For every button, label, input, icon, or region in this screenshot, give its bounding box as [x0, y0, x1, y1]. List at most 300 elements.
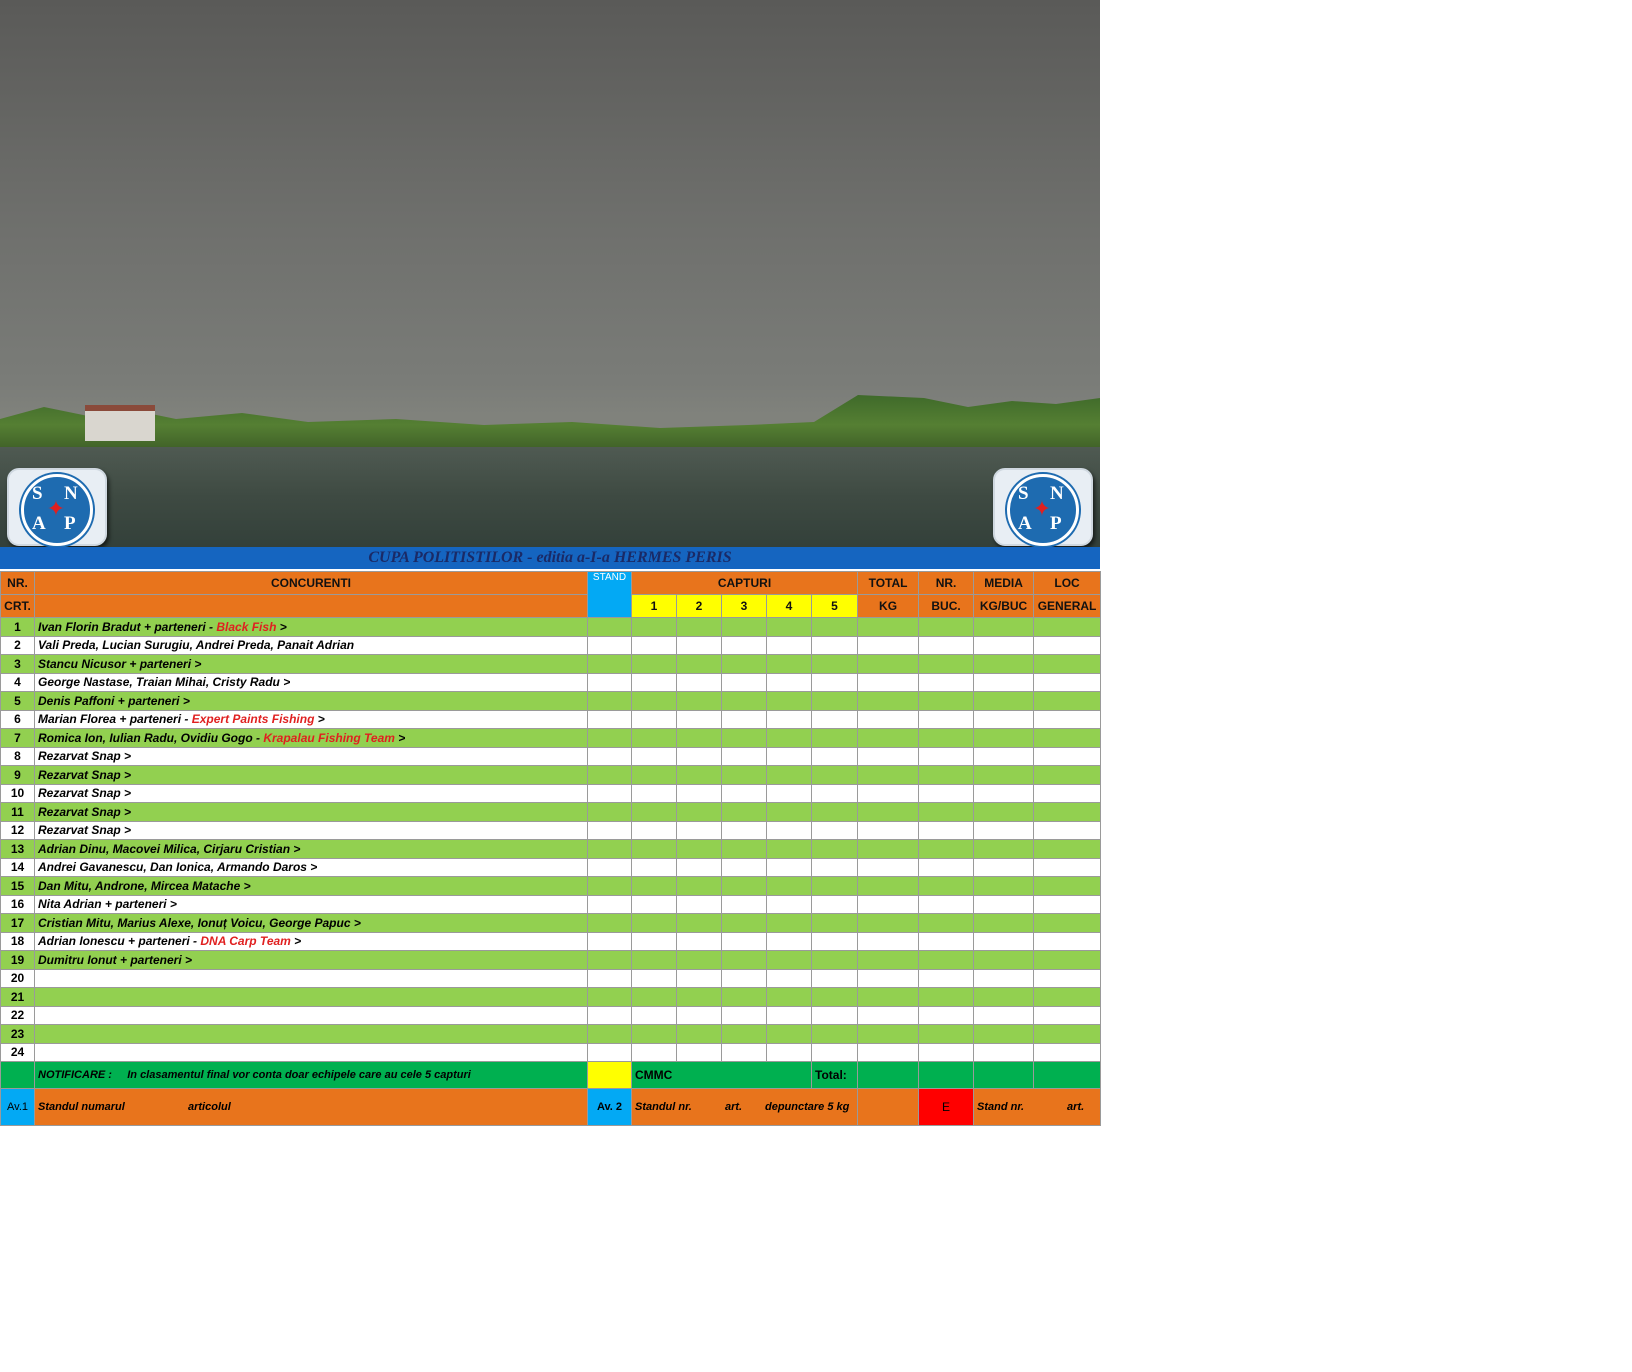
compass-star-icon: ✦: [46, 496, 66, 521]
score-cell[interactable]: [858, 766, 919, 785]
score-cell[interactable]: [588, 636, 632, 655]
score-cell[interactable]: [767, 784, 812, 803]
score-cell[interactable]: [722, 914, 767, 933]
score-cell[interactable]: [588, 932, 632, 951]
score-cell[interactable]: [974, 951, 1034, 970]
score-cell[interactable]: [919, 1043, 974, 1062]
logo-letter: P: [1050, 513, 1062, 534]
score-cell[interactable]: [1034, 766, 1101, 785]
score-cell[interactable]: [919, 877, 974, 896]
nr-buc-header: NR.: [919, 572, 974, 595]
score-cell[interactable]: [767, 821, 812, 840]
score-cell[interactable]: [677, 858, 722, 877]
score-cell[interactable]: [919, 858, 974, 877]
score-cell[interactable]: [767, 858, 812, 877]
score-cell[interactable]: [858, 673, 919, 692]
score-cell[interactable]: [632, 840, 677, 859]
score-cell[interactable]: [677, 951, 722, 970]
score-cell[interactable]: [919, 710, 974, 729]
score-cell[interactable]: [588, 840, 632, 859]
score-cell[interactable]: [677, 747, 722, 766]
score-cell[interactable]: [722, 877, 767, 896]
score-cell[interactable]: [722, 618, 767, 637]
score-cell[interactable]: [677, 914, 722, 933]
score-cell[interactable]: [767, 766, 812, 785]
score-cell[interactable]: [812, 636, 858, 655]
score-cell[interactable]: [632, 858, 677, 877]
score-cell[interactable]: [632, 1025, 677, 1044]
score-cell[interactable]: [974, 840, 1034, 859]
score-cell[interactable]: [974, 969, 1034, 988]
score-cell[interactable]: [974, 766, 1034, 785]
score-cell[interactable]: [722, 895, 767, 914]
score-cell[interactable]: [1034, 969, 1101, 988]
score-cell[interactable]: [1034, 747, 1101, 766]
row-number: 12: [1, 821, 35, 840]
general-header: GENERAL: [1034, 595, 1101, 618]
score-cell[interactable]: [919, 988, 974, 1007]
table-row: [1, 784, 1101, 803]
score-cell[interactable]: [1034, 803, 1101, 822]
competitor-name-cell: [35, 988, 588, 1007]
competitor-name-cell: [35, 840, 588, 859]
score-cell[interactable]: [722, 840, 767, 859]
score-cell[interactable]: [632, 821, 677, 840]
score-cell[interactable]: [919, 636, 974, 655]
row-number: 7: [1, 729, 35, 748]
score-cell[interactable]: [1034, 821, 1101, 840]
score-cell[interactable]: [812, 914, 858, 933]
score-cell[interactable]: [588, 858, 632, 877]
score-cell[interactable]: [974, 877, 1034, 896]
score-cell[interactable]: [677, 1025, 722, 1044]
score-cell[interactable]: [677, 692, 722, 711]
score-cell[interactable]: [974, 1043, 1034, 1062]
score-cell[interactable]: [812, 692, 858, 711]
score-cell[interactable]: [722, 803, 767, 822]
score-cell[interactable]: [767, 692, 812, 711]
table-row: [1, 1006, 1101, 1025]
score-cell[interactable]: [1034, 673, 1101, 692]
score-cell[interactable]: [858, 692, 919, 711]
score-cell[interactable]: [632, 1043, 677, 1062]
score-cell[interactable]: [858, 858, 919, 877]
score-cell[interactable]: [767, 895, 812, 914]
score-cell[interactable]: [1034, 951, 1101, 970]
score-cell[interactable]: [588, 803, 632, 822]
score-cell[interactable]: [632, 636, 677, 655]
score-cell[interactable]: [1034, 636, 1101, 655]
score-cell[interactable]: [1034, 877, 1101, 896]
title-bar: [0, 547, 1100, 569]
row-arrow: >: [276, 619, 287, 634]
score-cell[interactable]: [677, 784, 722, 803]
score-cell[interactable]: [767, 636, 812, 655]
score-cell[interactable]: [974, 784, 1034, 803]
score-cell[interactable]: [812, 1006, 858, 1025]
score-cell[interactable]: [677, 821, 722, 840]
score-cell[interactable]: [677, 1043, 722, 1062]
score-cell[interactable]: [767, 729, 812, 748]
notification-message: In clasamentul final vor conta doar echipele care au cele 5 capturi: [127, 1069, 471, 1081]
notif-cell: [919, 1062, 974, 1089]
score-cell[interactable]: [632, 1006, 677, 1025]
score-cell[interactable]: [974, 618, 1034, 637]
table-row: [1, 710, 1101, 729]
e-art: art.: [1067, 1101, 1085, 1113]
competitor-name: George Nastase, Traian Mihai, Cristy Radu >: [38, 675, 291, 690]
score-cell[interactable]: [919, 1006, 974, 1025]
score-cell[interactable]: [919, 655, 974, 674]
score-cell[interactable]: [677, 895, 722, 914]
score-cell[interactable]: [812, 729, 858, 748]
score-cell[interactable]: [632, 877, 677, 896]
score-cell[interactable]: [812, 895, 858, 914]
score-cell[interactable]: [588, 895, 632, 914]
score-cell[interactable]: [812, 840, 858, 859]
score-cell[interactable]: [919, 895, 974, 914]
score-cell[interactable]: [858, 914, 919, 933]
score-cell[interactable]: [767, 673, 812, 692]
score-cell[interactable]: [588, 1025, 632, 1044]
score-cell[interactable]: [767, 877, 812, 896]
score-cell[interactable]: [974, 747, 1034, 766]
score-cell[interactable]: [858, 1025, 919, 1044]
score-cell[interactable]: [1034, 692, 1101, 711]
score-cell[interactable]: [919, 729, 974, 748]
score-cell[interactable]: [812, 618, 858, 637]
score-cell[interactable]: [812, 1025, 858, 1044]
total-header: TOTAL: [858, 572, 919, 595]
score-cell[interactable]: [974, 636, 1034, 655]
score-cell[interactable]: [858, 1006, 919, 1025]
score-cell[interactable]: [722, 655, 767, 674]
score-cell[interactable]: [812, 766, 858, 785]
score-cell[interactable]: [722, 858, 767, 877]
competitor-name-cell: [35, 655, 588, 674]
score-cell[interactable]: [1034, 618, 1101, 637]
competitor-name-cell: [35, 766, 588, 785]
score-cell[interactable]: [812, 673, 858, 692]
score-cell[interactable]: [632, 673, 677, 692]
score-cell[interactable]: [812, 655, 858, 674]
score-cell[interactable]: [588, 784, 632, 803]
score-cell[interactable]: [677, 969, 722, 988]
score-cell[interactable]: [767, 1025, 812, 1044]
score-cell[interactable]: [677, 766, 722, 785]
score-cell[interactable]: [588, 988, 632, 1007]
score-cell[interactable]: [588, 766, 632, 785]
table-row: [1, 655, 1101, 674]
score-cell[interactable]: [767, 710, 812, 729]
table-row: [1, 747, 1101, 766]
score-cell[interactable]: [974, 895, 1034, 914]
score-cell[interactable]: [1034, 858, 1101, 877]
score-cell[interactable]: [722, 1043, 767, 1062]
score-cell[interactable]: [858, 969, 919, 988]
score-cell[interactable]: [677, 729, 722, 748]
score-cell[interactable]: [722, 951, 767, 970]
score-cell[interactable]: [632, 655, 677, 674]
score-cell[interactable]: [1034, 655, 1101, 674]
score-cell[interactable]: [919, 914, 974, 933]
score-cell[interactable]: [722, 766, 767, 785]
score-cell[interactable]: [677, 877, 722, 896]
row-number: 15: [1, 877, 35, 896]
logo-ring: [1007, 474, 1079, 546]
score-cell[interactable]: [812, 1043, 858, 1062]
score-cell[interactable]: [632, 729, 677, 748]
score-cell[interactable]: [632, 618, 677, 637]
score-cell[interactable]: [722, 710, 767, 729]
score-cell[interactable]: [722, 969, 767, 988]
score-cell[interactable]: [974, 655, 1034, 674]
row-number: 19: [1, 951, 35, 970]
score-cell[interactable]: [588, 747, 632, 766]
table-row: [1, 636, 1101, 655]
score-cell[interactable]: [858, 710, 919, 729]
score-cell[interactable]: [919, 747, 974, 766]
score-cell[interactable]: [858, 803, 919, 822]
score-cell[interactable]: [677, 932, 722, 951]
score-cell[interactable]: [632, 710, 677, 729]
score-cell[interactable]: [588, 821, 632, 840]
logo-letter: N: [1050, 483, 1064, 504]
score-cell[interactable]: [588, 1043, 632, 1062]
score-cell[interactable]: [974, 673, 1034, 692]
score-cell[interactable]: [722, 729, 767, 748]
score-cell[interactable]: [767, 803, 812, 822]
score-cell[interactable]: [767, 969, 812, 988]
score-cell[interactable]: [974, 932, 1034, 951]
av1-text-cell: [35, 1089, 588, 1126]
score-cell[interactable]: [974, 988, 1034, 1007]
competitor-name: Dumitru Ionut + parteneri >: [38, 952, 193, 967]
score-cell[interactable]: [632, 803, 677, 822]
score-cell[interactable]: [588, 618, 632, 637]
table-row: [1, 951, 1101, 970]
score-cell[interactable]: [632, 766, 677, 785]
score-cell[interactable]: [588, 969, 632, 988]
score-cell[interactable]: [677, 803, 722, 822]
score-cell[interactable]: [858, 747, 919, 766]
score-cell[interactable]: [919, 821, 974, 840]
score-cell[interactable]: [812, 784, 858, 803]
score-cell[interactable]: [919, 969, 974, 988]
score-cell[interactable]: [919, 803, 974, 822]
score-cell[interactable]: [858, 1043, 919, 1062]
competitor-name-cell: [35, 932, 588, 951]
score-cell[interactable]: [722, 988, 767, 1007]
score-cell[interactable]: [858, 988, 919, 1007]
competitor-name-cell: [35, 729, 588, 748]
table-row: [1, 1025, 1101, 1044]
table-row: [1, 766, 1101, 785]
score-cell[interactable]: [722, 932, 767, 951]
competitor-name-cell: [35, 914, 588, 933]
score-cell[interactable]: [812, 951, 858, 970]
score-cell[interactable]: [812, 877, 858, 896]
row-number: 23: [1, 1025, 35, 1044]
table-row: [1, 821, 1101, 840]
score-cell[interactable]: [812, 969, 858, 988]
nr-header: NR.: [1, 572, 35, 595]
score-cell[interactable]: [677, 1006, 722, 1025]
score-cell[interactable]: [858, 895, 919, 914]
score-cell[interactable]: [812, 747, 858, 766]
score-cell[interactable]: [588, 951, 632, 970]
score-cell[interactable]: [632, 784, 677, 803]
score-cell[interactable]: [677, 710, 722, 729]
score-cell[interactable]: [919, 766, 974, 785]
row-number: 5: [1, 692, 35, 711]
score-cell[interactable]: [858, 877, 919, 896]
score-cell[interactable]: [677, 655, 722, 674]
score-cell[interactable]: [974, 710, 1034, 729]
score-cell[interactable]: [722, 821, 767, 840]
score-cell[interactable]: [974, 858, 1034, 877]
score-cell[interactable]: [767, 655, 812, 674]
competitor-name: Vali Preda, Lucian Surugiu, Andrei Preda, Panait Adrian: [38, 638, 355, 653]
score-cell[interactable]: [588, 673, 632, 692]
score-cell[interactable]: [858, 951, 919, 970]
score-cell[interactable]: [919, 692, 974, 711]
score-cell[interactable]: [632, 747, 677, 766]
score-cell[interactable]: [858, 618, 919, 637]
score-cell[interactable]: [722, 747, 767, 766]
competitor-name-cell: [35, 895, 588, 914]
score-cell[interactable]: [974, 1025, 1034, 1044]
score-cell[interactable]: [1034, 784, 1101, 803]
score-cell[interactable]: [974, 692, 1034, 711]
score-cell[interactable]: [767, 1006, 812, 1025]
capture-col-header: 4: [767, 595, 812, 618]
notification-text: [35, 1062, 588, 1089]
score-cell[interactable]: [767, 1043, 812, 1062]
score-cell[interactable]: [858, 729, 919, 748]
score-cell[interactable]: [588, 710, 632, 729]
score-cell[interactable]: [677, 636, 722, 655]
score-cell[interactable]: [767, 932, 812, 951]
score-cell[interactable]: [767, 914, 812, 933]
score-cell[interactable]: [919, 673, 974, 692]
lake-water: [0, 447, 1100, 547]
score-cell[interactable]: [1034, 710, 1101, 729]
score-cell[interactable]: [1034, 895, 1101, 914]
score-cell[interactable]: [632, 932, 677, 951]
score-cell[interactable]: [588, 1006, 632, 1025]
score-cell[interactable]: [919, 618, 974, 637]
score-cell[interactable]: [722, 784, 767, 803]
snap-logo-left: [7, 468, 107, 546]
row-number: 18: [1, 932, 35, 951]
score-cell[interactable]: [632, 969, 677, 988]
score-cell[interactable]: [632, 692, 677, 711]
score-cell[interactable]: [858, 784, 919, 803]
score-cell[interactable]: [812, 803, 858, 822]
score-cell[interactable]: [588, 729, 632, 748]
score-cell[interactable]: [974, 729, 1034, 748]
score-cell[interactable]: [632, 951, 677, 970]
score-cell[interactable]: [919, 784, 974, 803]
team-name: Krapalau Fishing Team: [263, 730, 395, 745]
team-name: Black Fish: [216, 619, 277, 634]
score-cell[interactable]: [858, 840, 919, 859]
score-cell[interactable]: [722, 673, 767, 692]
score-cell[interactable]: [919, 1025, 974, 1044]
score-cell[interactable]: [588, 914, 632, 933]
score-cell[interactable]: [722, 636, 767, 655]
score-cell[interactable]: [974, 1006, 1034, 1025]
logo-letter: N: [64, 483, 78, 504]
score-cell[interactable]: [974, 803, 1034, 822]
row-number: 16: [1, 895, 35, 914]
score-cell[interactable]: [588, 692, 632, 711]
score-cell[interactable]: [767, 988, 812, 1007]
e-text-cell: [974, 1089, 1101, 1126]
score-cell[interactable]: [812, 710, 858, 729]
score-cell[interactable]: [858, 932, 919, 951]
score-cell[interactable]: [974, 821, 1034, 840]
score-cell[interactable]: [632, 914, 677, 933]
score-cell[interactable]: [812, 988, 858, 1007]
score-cell[interactable]: [588, 877, 632, 896]
score-cell[interactable]: [812, 932, 858, 951]
score-cell[interactable]: [1034, 988, 1101, 1007]
score-cell[interactable]: [588, 655, 632, 674]
score-cell[interactable]: [919, 840, 974, 859]
notification-row: [1, 1062, 1101, 1089]
score-cell[interactable]: [722, 1025, 767, 1044]
score-cell[interactable]: [722, 692, 767, 711]
score-cell[interactable]: [1034, 1006, 1101, 1025]
row-number: 22: [1, 1006, 35, 1025]
score-cell[interactable]: [722, 1006, 767, 1025]
score-cell[interactable]: [812, 821, 858, 840]
score-cell[interactable]: [1034, 840, 1101, 859]
score-cell[interactable]: [1034, 932, 1101, 951]
score-cell[interactable]: [677, 988, 722, 1007]
table-row: [1, 988, 1101, 1007]
score-cell[interactable]: [858, 821, 919, 840]
table-row: [1, 673, 1101, 692]
score-cell[interactable]: [767, 840, 812, 859]
score-cell[interactable]: [632, 895, 677, 914]
row-number: 1: [1, 618, 35, 637]
score-cell[interactable]: [919, 951, 974, 970]
score-cell[interactable]: [767, 951, 812, 970]
media-header: MEDIA: [974, 572, 1034, 595]
score-cell[interactable]: [974, 914, 1034, 933]
score-cell[interactable]: [858, 636, 919, 655]
score-cell[interactable]: [767, 747, 812, 766]
score-cell[interactable]: [858, 655, 919, 674]
score-cell[interactable]: [812, 858, 858, 877]
score-cell[interactable]: [677, 618, 722, 637]
score-cell[interactable]: [1034, 729, 1101, 748]
team-name: Expert Paints Fishing: [191, 712, 315, 727]
score-cell[interactable]: [1034, 1025, 1101, 1044]
score-cell[interactable]: [1034, 1043, 1101, 1062]
score-cell[interactable]: [632, 988, 677, 1007]
score-cell[interactable]: [677, 673, 722, 692]
score-cell[interactable]: [767, 618, 812, 637]
score-cell[interactable]: [677, 840, 722, 859]
score-cell[interactable]: [1034, 914, 1101, 933]
score-cell[interactable]: [919, 932, 974, 951]
competitor-name-cell: [35, 969, 588, 988]
competitor-name-cell: [35, 747, 588, 766]
